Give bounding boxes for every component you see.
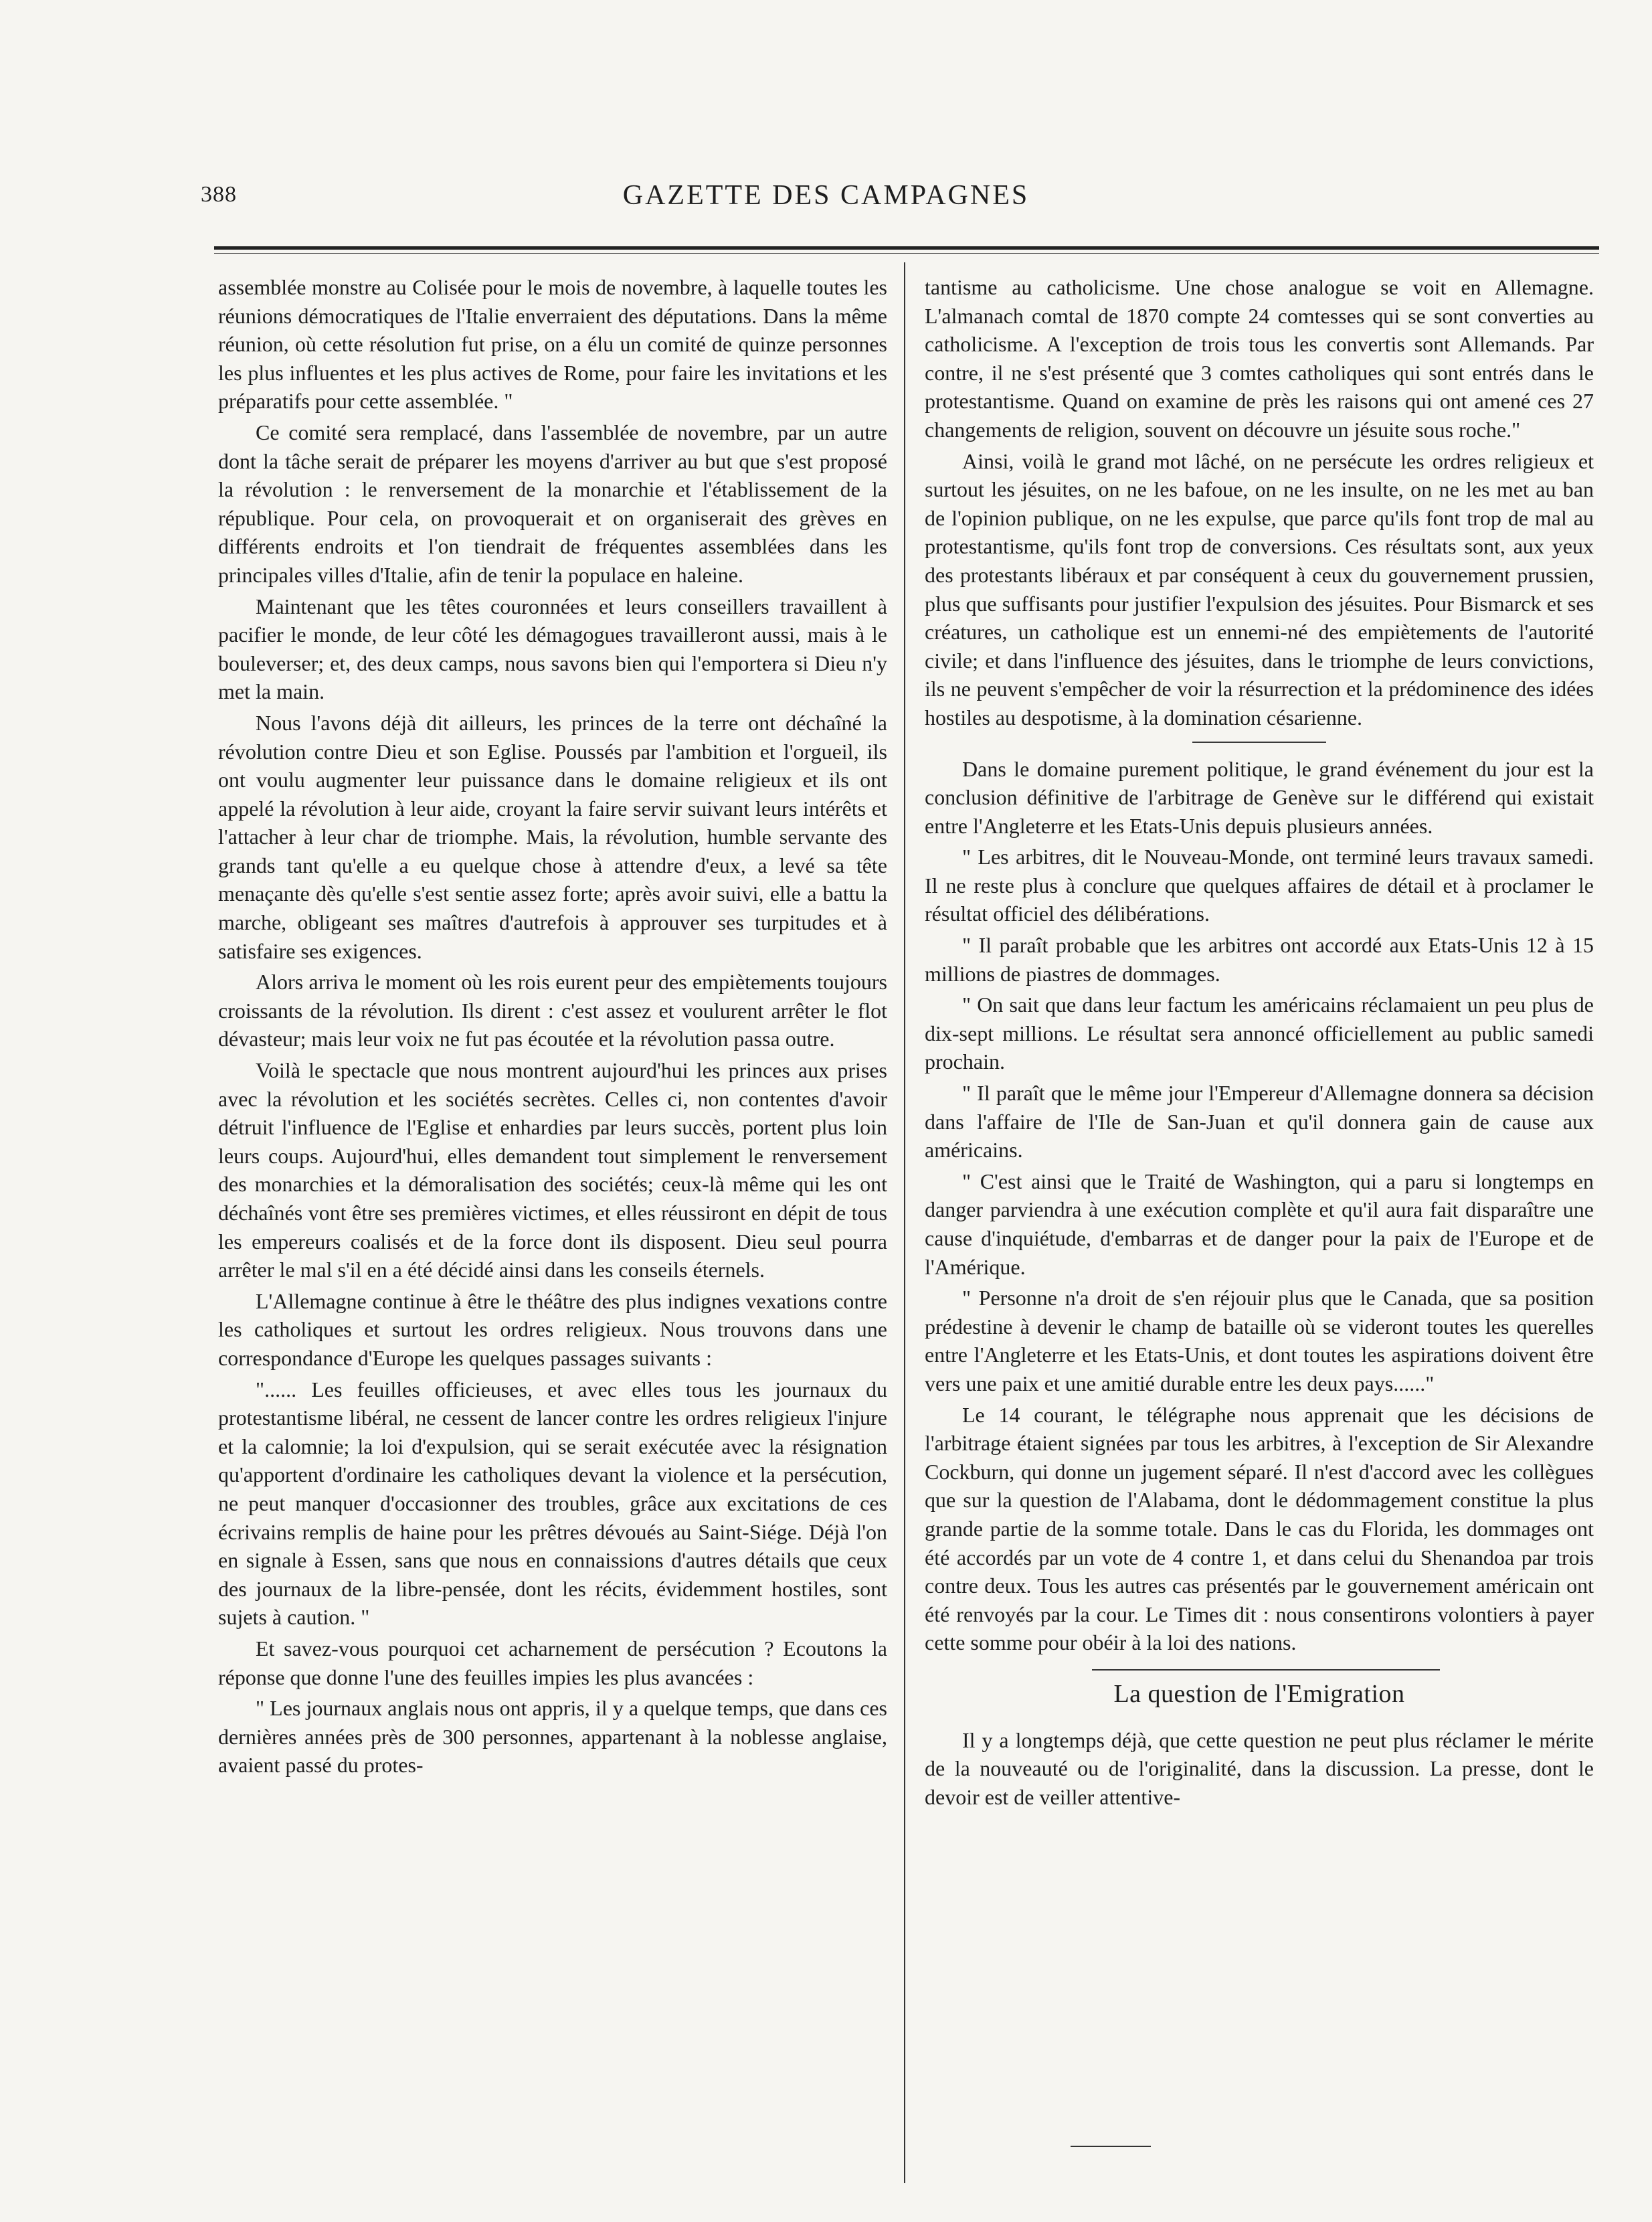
right-column [925,273,1594,1814]
right-quote-paragraph: " C'est ainsi que le Traité de Washington, qui a paru si longtemps en danger parviendra à une exécution complète et qu'il aura fait disparaître une cause d'inquiétude, d'embarras et de danger pour la paix de l'Europe et de l'Amérique. [925,1169,1594,1279]
left-paragraph: Voilà le spectacle que nous montrent aujourd'hui les princes aux prises avec la révolution et les sociétés secrètes. Celles ci, non contentes d'avoir détruit l'influence de l'Eglise et enhardies par leurs succès, portent plus loin leurs coups. Aujourd'hui, elles demandent tout simplement le renversement des monarchies et la démoralisation des sociétés; ceux-là même qui les ont déchaînés vont être ses premières victimes, et elles réussiront en dépit de tous les empereurs coalisés et de la force dont ils disposent. Dieu seul pourra arrêter le mal s'il en a été décidé ainsi dans les conseils éternels. [218,1058,887,1282]
left-paragraph: Maintenant que les têtes couronnées et leurs conseillers travaillent à pacifier le monde, de leur côté les démagogues travailleront aussi, mais à le bouleverser; et, des deux camps, nous savons bien qui l'emportera si Dieu n'y met la main. [218,594,887,704]
right-paragraph: Le 14 courant, le télégraphe nous apprenait que les décisions de l'arbitrage étaient signées par tous les arbitres, à l'exception de Sir Alexandre Cockburn, qui donne un jugement séparé. Il n'est d'accord avec les collègues que sur la question de l'Alabama, dont le dédommagement constitue la plus grande partie de la somme totale. Dans le cas du Florida, les dommages ont été accordés par un vote de 4 contre 1, et dans celui du Shenandoa par trois contre deux. Tous les autres cas présentés par le gouvernement américain ont été renvoyés par la cour. Le Times dit : nous consentirons volontiers à payer cette somme pour obéir à la loi des nations. [925,1402,1594,1655]
right-quote-paragraph: " On sait que dans leur factum les américains réclamaient un peu plus de dix-sept millions. Le résultat sera annoncé officiellement au public samedi prochain. [925,993,1594,1074]
right-paragraph: tantisme au catholicisme. Une chose analogue se voit en Allemagne. L'almanach comtal de 1870 compte 24 comtesses qui se sont converties au catholicisme. A l'exception de trois tous les convertis sont Allemands. Par contre, il ne s'est présenté que 3 comtes catholiques qui sont entrés dans le protestantisme. Quand on examine de près les raisons qui ont amené ces 27 changements de religion, souvent on découvre un jésuite sous roche." [925,275,1594,442]
bottom-rule [1071,2146,1151,2147]
right-paragraph: Ainsi, voilà le grand mot lâché, on ne persécute les ordres religieux et surtout les jésuites, on ne les bafoue, on ne les insulte, on ne les met au ban de l'opinion publique, on ne les expulse, que parce qu'ils font trop de mal au protestantisme, qu'ils font trop de conversions. Ces résultats sont, aux yeux des protestants libéraux et par conséquent à ceux du gouvernement prussien, plus que suffisants pour justifier l'expulsion des jésuites. Pour Bismarck et ses créatures, un catholique est un ennemi-né des empiètements de l'autorité civile; et dans l'influence des jésuites, dans le triomphe de leurs convictions, ils ne peuvent s'empêcher de voir la résurrection et la prédominence des idées hostiles au despotisme, à la domination césarienne. [925,448,1594,730]
running-title: GAZETTE DES CAMPAGNES [622,180,1030,211]
left-quote-paragraph: " Les journaux anglais nous ont appris, il y a quelque temps, que dans ces dernières années près de 300 personnes, appartenant à la noblesse anglaise, avaient passé du protes- [218,1696,887,1778]
right-paragraph: Il y a longtemps déjà, que cette question ne peut plus réclamer le mérite de la nouveauté ou de l'originalité, dans la discussion. La presse, dont le devoir est de veiller attentive- [925,1727,1594,1809]
header-rule-thick [214,246,1599,250]
left-paragraph: assemblée monstre au Colisée pour le mois de novembre, à laquelle toutes les réunions démocratiques de l'Italie enverraient des députations. Dans la même réunion, où cette résolution fut prise, on a élu un comité de quinze personnes les plus influentes et les plus actives de Rome, pour faire les invitations et les préparatifs pour cette assemblée. " [218,275,887,414]
section-heading: La question de l'Emigration [1113,1679,1405,1708]
left-quote-paragraph: "...... Les feuilles officieuses, et avec elles tous les journaux du protestantisme libéral, ne cessent de lancer contre les ordres religieux l'injure et la calomnie; la loi d'expulsion, qui se serait exécutée avec la résignation qu'apportent d'ordinaire les catholiques devant la violence et la persécution, ne peut manquer d'occasionner des troubles, grâce aux excitations de ces écrivains remplis de haine pour les prêtres dévoués au Saint-Siége. Déjà l'on en signale à Essen, sans que nous en connaissions d'autres détails que ceux des journaux de la libre-pensée, dont les récits, évidemment hostiles, sont sujets à caution. " [218,1377,887,1630]
left-column [218,273,887,1782]
right-quote-paragraph: " Il paraît que le même jour l'Empereur d'Allemagne donnera sa décision dans l'affaire de l'Ile de San-Juan et qu'il donnera gain de cause aux américains. [925,1081,1594,1163]
left-paragraph: Et savez-vous pourquoi cet acharnement de persécution ? Ecoutons la réponse que donne l'une des feuilles impies les plus avancées : [218,1636,887,1689]
section-separator [1092,1669,1440,1671]
section-separator [1192,742,1326,743]
left-paragraph: Alors arriva le moment où les rois eurent peur des empiètements toujours croissants de la révolution. Ils dirent : c'est assez et voulurent arrêter le flot dévasteur; mais leur voix ne fut pas écoutée et la révolution passa outre. [218,970,887,1051]
left-paragraph: L'Allemagne continue à être le théâtre des plus indignes vexations contre les catholiques et surtout les ordres religieux. Nous trouvons dans une correspondance d'Europe les quelques passages suivants : [218,1288,887,1370]
header-rule-thin [214,253,1599,254]
right-paragraph: Dans le domaine purement politique, le grand événement du jour est la conclusion définitive de l'arbitrage de Genève sur le différend qui existait entre l'Angleterre et les Etats-Unis depuis plusieurs années. [925,756,1594,838]
right-quote-paragraph: " Personne n'a droit de s'en réjouir plus que le Canada, que sa position prédestine à devenir le champ de bataille où se videront toutes les querelles entre l'Angleterre et les Etats-Unis, et dont toutes les aspirations doivent être vers une paix et une amitié durable entre les deux pays......" [925,1286,1594,1395]
column-divider [904,262,905,2183]
right-quote-paragraph: " Les arbitres, dit le Nouveau-Monde, ont terminé leurs travaux samedi. Il ne reste plus à conclure que quelques affaires de détail et à proclamer le résultat officiel des délibérations. [925,845,1594,926]
left-paragraph: Nous l'avons déjà dit ailleurs, les princes de la terre ont déchaîné la révolution contre Dieu et son Eglise. Poussés par l'ambition et l'orgueil, ils ont voulu augmenter leur puissance dans le domaine religieux et ils ont appelé la révolution à leur aide, croyant la faire servir suivant leurs intérêts et l'attacher à leur char de triomphe. Mais, la révolution, humble servante des grands tant qu'elle a eu quelque chose à attendre d'eux, a levé sa tête menaçante dès qu'elle s'est sentie assez forte; après avoir suivi, elle a battu la marche, obligeant ses maîtres d'autrefois à approuver ses turpitudes et à satisfaire ses exigences. [218,710,887,963]
right-quote-paragraph: " Il paraît probable que les arbitres ont accordé aux Etats-Unis 12 à 15 millions de piastres de dommages. [925,933,1594,986]
page-number: 388 [201,182,237,207]
left-paragraph: Ce comité sera remplacé, dans l'assemblée de novembre, par un autre dont la tâche serait de préparer les moyens d'arriver au but que s'est proposé la révolution : le renversement de la monarchie et l'établissement de la république. Pour cela, on provoquerait et on organiserait des grèves en différents endroits et l'on tiendrait de fréquentes assemblées dans les principales villes d'Italie, afin de tenir la populace en haleine. [218,420,887,587]
